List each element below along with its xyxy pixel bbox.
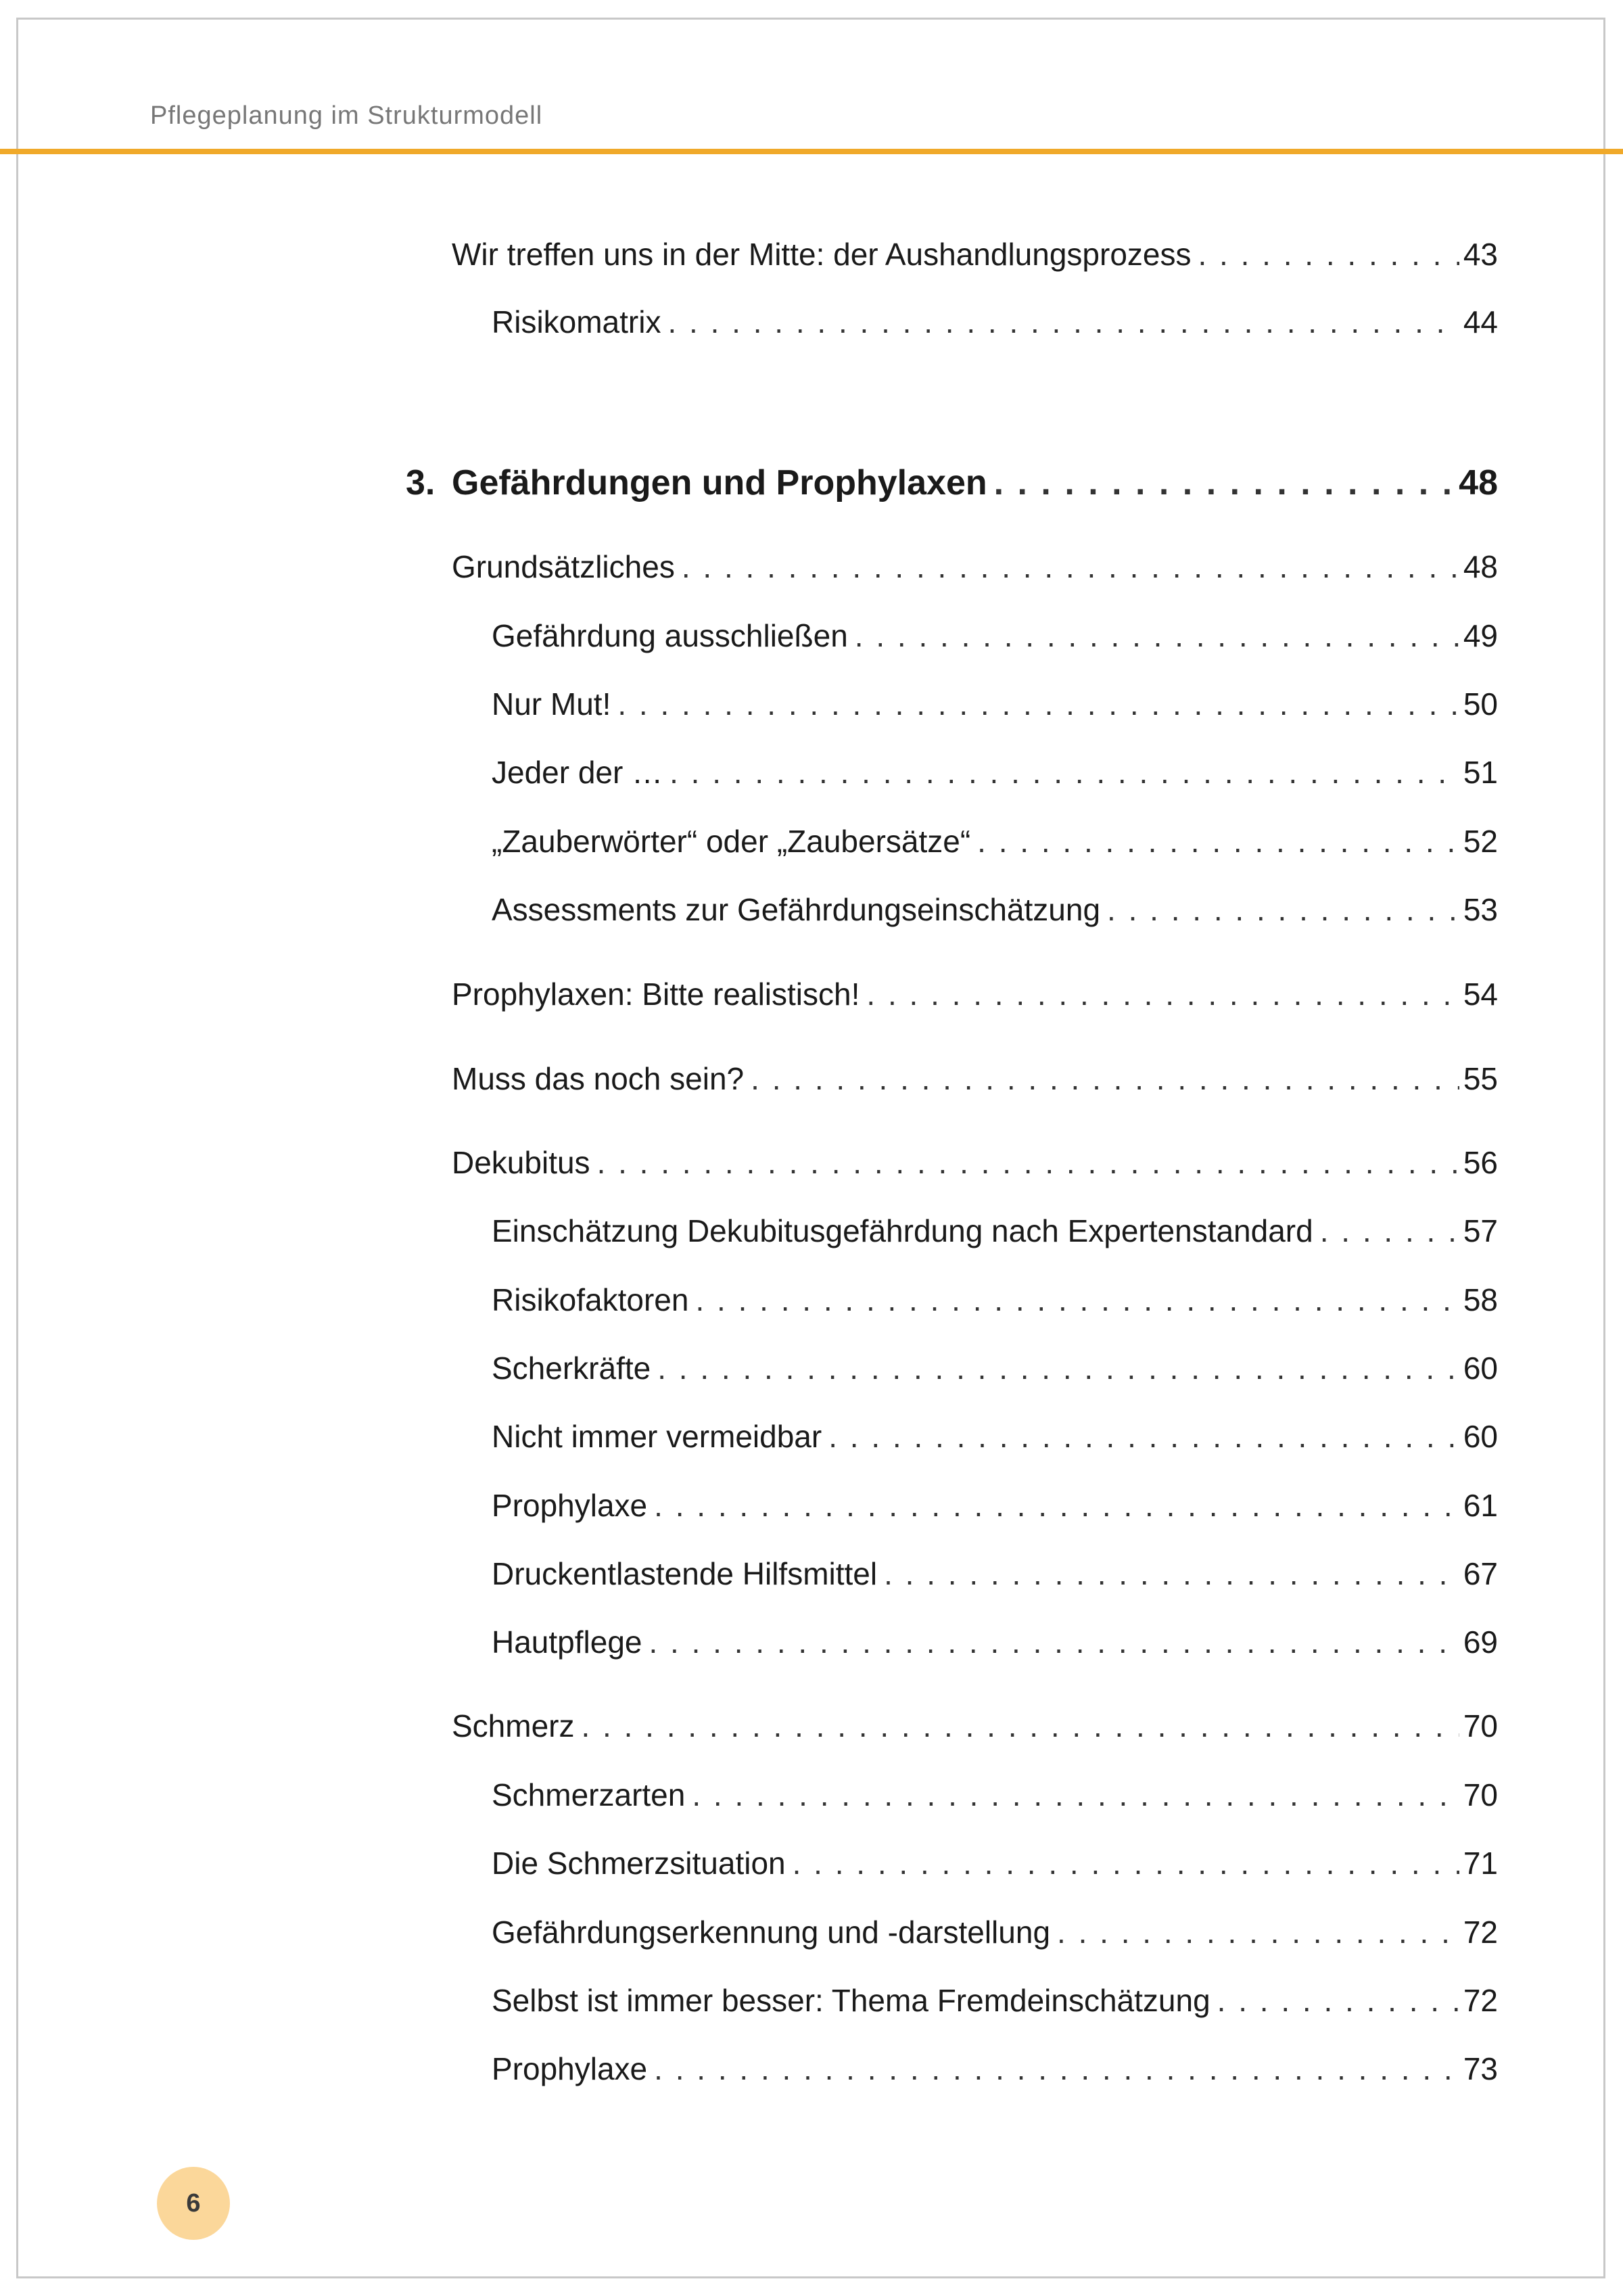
toc-entry-title: Muss das noch sein? <box>452 1061 745 1096</box>
toc-entry-page: 52 <box>1463 824 1498 859</box>
toc-leader-dots <box>657 1348 1459 1388</box>
toc-entry[interactable] <box>492 1912 1498 1952</box>
toc-entry-page: 50 <box>1463 686 1498 722</box>
toc-entry-page: 48 <box>1463 549 1498 584</box>
toc-entry[interactable] <box>492 1280 1498 1320</box>
toc-leader-dots <box>828 1416 1459 1457</box>
page-number-badge <box>157 2167 230 2240</box>
toc-leader-dots <box>884 1553 1459 1594</box>
toc-entry-page: 49 <box>1463 618 1498 653</box>
toc-leader-dots <box>751 1058 1459 1099</box>
toc-entry-title: Schmerzarten <box>492 1777 686 1812</box>
toc-entry-title: Grundsätzliches <box>452 549 675 584</box>
header-rule <box>0 149 1623 154</box>
toc-entry[interactable] <box>492 1843 1498 1883</box>
toc-entry[interactable] <box>492 684 1498 724</box>
toc-entry-title: Scherkräfte <box>492 1351 651 1386</box>
toc-entry-title: Einschätzung Dekubitusgefährdung nach Expertenstandard <box>492 1213 1313 1248</box>
toc-entry[interactable] <box>452 1058 1498 1099</box>
toc-entry[interactable] <box>492 2048 1498 2089</box>
toc-entry-title: Assessments zur Gefährdungseinschätzung <box>492 892 1101 927</box>
toc-entry[interactable] <box>492 1211 1498 1251</box>
toc-entry-page: 60 <box>1463 1351 1498 1386</box>
toc-leader-dots <box>654 2048 1459 2089</box>
toc-leader-dots <box>1057 1912 1459 1952</box>
toc-entry[interactable] <box>492 1622 1498 1662</box>
toc-entry[interactable] <box>452 974 1498 1014</box>
toc-leader-dots <box>597 1142 1459 1183</box>
toc-leader-dots <box>692 1775 1459 1815</box>
toc-leader-dots <box>1320 1211 1459 1251</box>
toc-entry-title: Prophylaxen: Bitte realistisch! <box>452 977 860 1012</box>
toc-entry-title: Wir treffen uns in der Mitte: der Aushandlungsprozess <box>452 237 1192 272</box>
toc-entry-page: 67 <box>1463 1556 1498 1591</box>
toc-entry[interactable] <box>492 1348 1498 1388</box>
toc-entry-page: 55 <box>1463 1061 1498 1096</box>
toc-entry-title: Risikofaktoren <box>492 1282 689 1317</box>
toc-entry-page: 57 <box>1463 1213 1498 1248</box>
toc-entry-title: Druckentlastende Hilfsmittel <box>492 1556 878 1591</box>
toc-entry-page: 71 <box>1463 1846 1498 1881</box>
toc-entry-page: 72 <box>1463 1983 1498 2018</box>
toc-entry-title: Prophylaxe <box>492 2051 648 2086</box>
toc-leader-dots <box>649 1622 1459 1662</box>
toc-entry[interactable] <box>492 1416 1498 1457</box>
toc-entry-title: Jeder der … <box>492 755 663 790</box>
page-number: 6 <box>186 2188 201 2218</box>
toc-entry-page: 56 <box>1463 1145 1498 1180</box>
toc-entry-page: 43 <box>1463 237 1498 272</box>
toc-entry-title: Gefährdungserkennung und -darstellung <box>492 1915 1051 1950</box>
toc-entry[interactable] <box>492 752 1498 793</box>
toc-leader-dots <box>669 752 1459 793</box>
toc-leader-dots <box>977 821 1459 862</box>
toc-entry-page: 69 <box>1463 1624 1498 1660</box>
toc-entry[interactable] <box>492 1485 1498 1526</box>
toc-entry-page: 48 <box>1459 463 1498 502</box>
toc-entry[interactable] <box>492 821 1498 862</box>
toc-entry-page: 53 <box>1463 892 1498 927</box>
toc-leader-dots <box>866 974 1459 1014</box>
toc-entry[interactable] <box>452 546 1498 587</box>
toc-entry[interactable] <box>452 1142 1498 1183</box>
toc-entry-title: Gefährdung ausschließen <box>492 618 848 653</box>
toc-leader-dots <box>617 684 1459 724</box>
toc-leader-dots <box>682 546 1459 587</box>
toc-entry[interactable] <box>492 1775 1498 1815</box>
toc-entry-page: 72 <box>1463 1915 1498 1950</box>
toc-entry-page: 54 <box>1463 977 1498 1012</box>
toc-entry[interactable] <box>492 615 1498 656</box>
toc-entry[interactable] <box>492 1980 1498 2021</box>
toc-leader-dots <box>1107 889 1459 930</box>
toc-leader-dots <box>855 615 1459 656</box>
toc-leader-dots <box>667 302 1459 342</box>
toc-entry[interactable] <box>452 234 1498 275</box>
toc-leader-dots <box>581 1706 1459 1746</box>
toc-entry-page: 60 <box>1463 1419 1498 1454</box>
toc-entry-title: Selbst ist immer besser: Thema Fremdeinschätzung <box>492 1983 1210 2018</box>
toc-entry-title: Gefährdungen und Prophylaxen <box>452 463 987 502</box>
toc-entry[interactable] <box>492 889 1498 930</box>
toc-entry-title: Risikomatrix <box>492 304 661 339</box>
toc-entry[interactable] <box>492 1553 1498 1594</box>
toc-entry-title: Hautpflege <box>492 1624 642 1660</box>
toc-entry[interactable] <box>492 302 1498 342</box>
toc-chapter-number: 3. <box>406 463 436 502</box>
toc-entry-page: 70 <box>1463 1708 1498 1743</box>
toc-entry-page: 73 <box>1463 2051 1498 2086</box>
toc-entry-page: 61 <box>1463 1488 1498 1523</box>
toc-entry-title: Dekubitus <box>452 1145 590 1180</box>
toc-leader-dots <box>1198 234 1459 275</box>
toc-chapter-entry[interactable] <box>406 463 1498 503</box>
toc-entry-page: 70 <box>1463 1777 1498 1812</box>
toc-entry-title: Nur Mut! <box>492 686 611 722</box>
toc-leader-dots <box>1217 1980 1459 2021</box>
toc-entry[interactable] <box>452 1706 1498 1746</box>
running-head: Pflegeplanung im Strukturmodell <box>150 101 543 130</box>
toc-entry-page: 51 <box>1463 755 1498 790</box>
toc-entry-title: Schmerz <box>452 1708 575 1743</box>
toc-leader-dots <box>654 1485 1459 1526</box>
toc-entry-title: „Zauberwörter“ oder „Zaubersätze“ <box>492 824 971 859</box>
toc-entry-title: Nicht immer vermeidbar <box>492 1419 822 1454</box>
toc-entry-title: Die Schmerzsituation <box>492 1846 786 1881</box>
toc-leader-dots <box>994 463 1455 503</box>
toc-leader-dots <box>695 1280 1459 1320</box>
toc-entry-title: Prophylaxe <box>492 1488 648 1523</box>
toc-entry-page: 58 <box>1463 1282 1498 1317</box>
toc-entry-page: 44 <box>1463 304 1498 339</box>
toc-leader-dots <box>793 1843 1459 1883</box>
